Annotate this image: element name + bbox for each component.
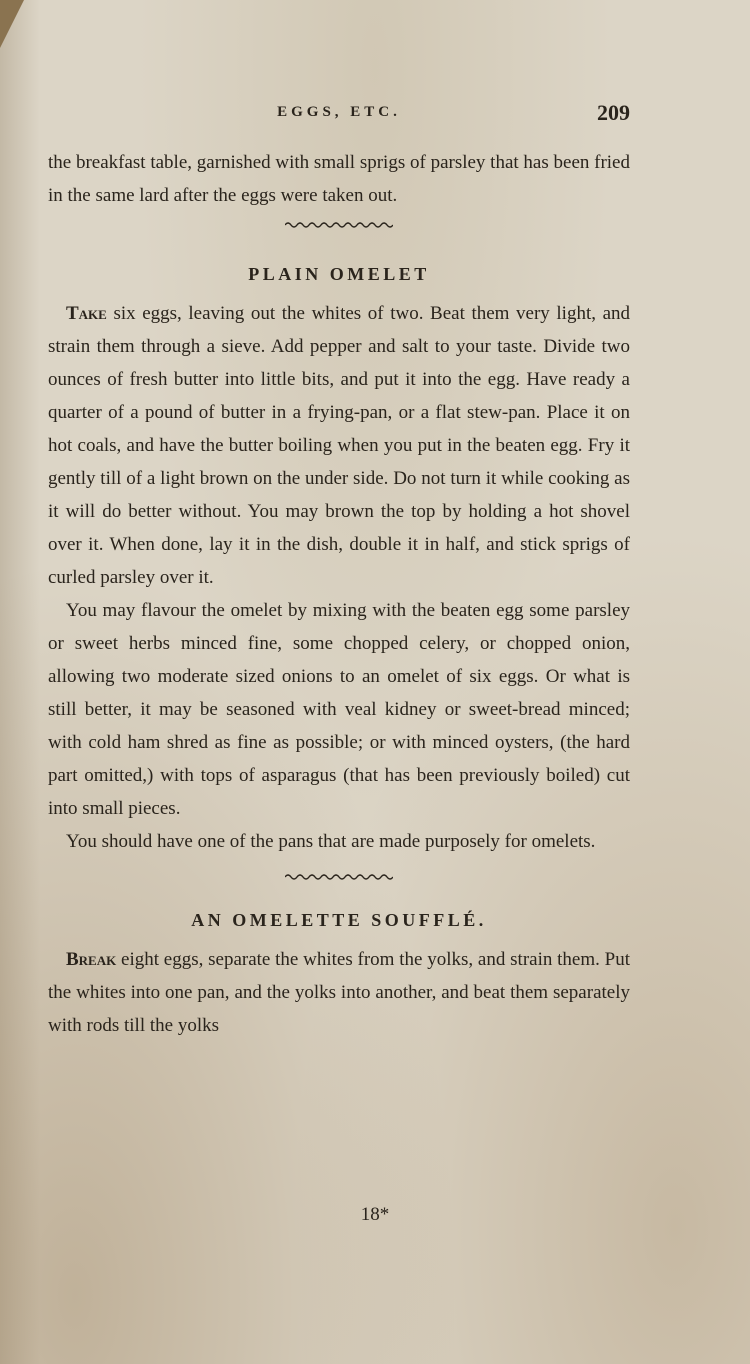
lead-word: Break [66, 949, 117, 970]
wavy-rule-divider [285, 216, 393, 234]
paragraph: You should have one of the pans that are made purposely for omelets. [66, 831, 596, 852]
paragraph [48, 297, 630, 594]
paragraph [48, 943, 630, 1042]
page-header [48, 100, 630, 130]
section-title-omelette-souffle: AN OMELETTE SOUFFLÉ. [191, 910, 487, 930]
page-body [48, 146, 630, 1042]
continuation-paragraph: the breakfast table, garnished with small sprigs of parsley that has been fried in the same lard after the eggs were taken out. [48, 152, 630, 206]
signature-mark: 18* [360, 1204, 390, 1225]
paragraph-text: eight eggs, separate the whites from the yolks, and strain them. Put the whites into one pan, and the yolks into another, and beat them separately with rods till the yolks [48, 949, 630, 1036]
paragraph: You may flavour the omelet by mixing with the beaten egg some parsley or sweet herbs minced fine, some chopped celery, or chopped onion, allowing two moderate sized onions to an omelet of six eggs. Or what is still better, it may be seasoned with veal kidney or sweet-bread minced; with cold ham shred as fine as possible; or with minced oysters, (the hard part omitted,) with tops of asparagus (that has been previously boiled) cut into small pieces. [48, 600, 630, 819]
page-corner-stain [0, 0, 24, 48]
wavy-rule-divider [285, 868, 393, 886]
paragraph-text: six eggs, leaving out the whites of two. Beat them very light, and strain them through a sieve. Add pepper and salt to your taste. Divide two ounces of fresh butter into little bits, and put it into the egg. Have ready a quarter of a pound of butter in a frying-pan, or a flat stew-pan. Place it on hot coals, and have the butter boiling when you put in the beaten egg. Fry it gently till of a light brown on the under side. Do not turn it while cooking as it will do better without. You may brown the top by holding a hot shovel over it. When done, lay it in the dish, double it in half, and stick sprigs of curled parsley over it. [48, 303, 630, 588]
section-title-plain-omelet: PLAIN OMELET [248, 264, 430, 284]
running-head: EGGS, ETC. [277, 104, 401, 120]
page-number: 209 [597, 100, 630, 125]
lead-word: Take [66, 303, 107, 324]
